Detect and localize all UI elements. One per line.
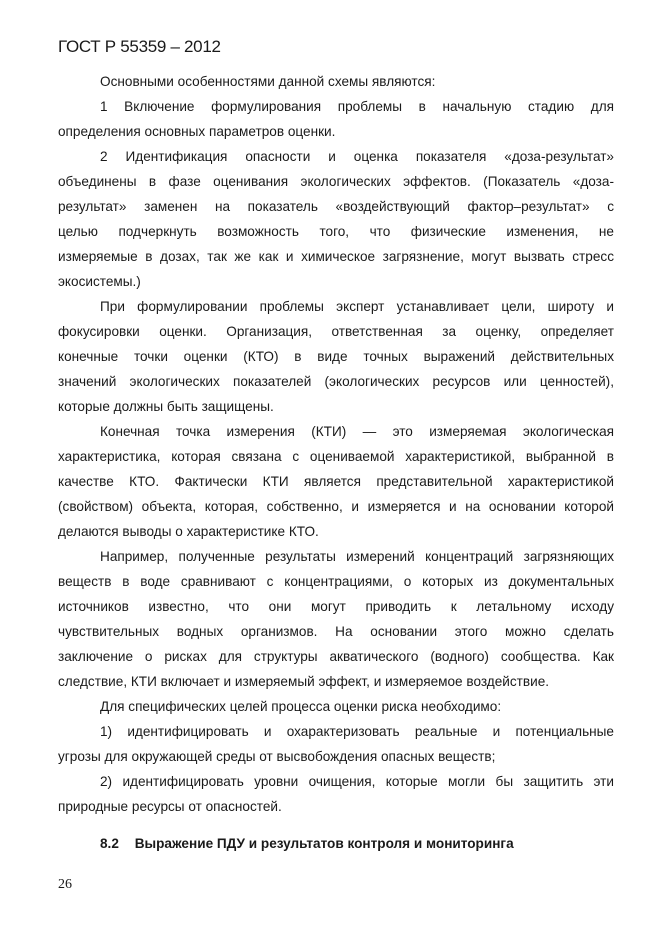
text-line: заключение о рисках для структуры акватического (водного) сообщества. Как bbox=[58, 649, 614, 664]
text-line: источников известно, что они могут приводить к летальному исходу bbox=[58, 599, 614, 614]
text-line: Например, полученные результаты измерений концентраций загрязняющих bbox=[100, 549, 614, 564]
page-number: 26 bbox=[58, 877, 72, 892]
document-header: ГОСТ Р 55359 – 2012 bbox=[58, 37, 221, 56]
text-line: результат» заменен на показатель «воздействующий фактор–результат» с bbox=[58, 199, 614, 214]
text-line: Конечная точка измерения (КТИ) — это измеряемая экологическая bbox=[100, 424, 614, 439]
text-line: веществ в воде сравнивают с концентрациями, о которых из документальных bbox=[58, 574, 614, 589]
text-line: делаются выводы о характеристике КТО. bbox=[58, 524, 319, 539]
paragraph bbox=[58, 694, 614, 719]
paragraph bbox=[58, 69, 614, 94]
text-line: качестве КТО. Фактически КТИ является представительной характеристикой bbox=[58, 474, 614, 489]
text-line: 2 Идентификация опасности и оценка показателя «доза-результат» bbox=[100, 149, 614, 164]
text-line: измеряемые в дозах, так же как и химическое загрязнение, могут вызвать стресс bbox=[58, 249, 614, 264]
text-line: (свойством) объекта, которая, собственно, и измеряется и на основании которой bbox=[58, 499, 614, 514]
text-line: объединены в фазе оценивания экологических эффектов. (Показатель «доза- bbox=[58, 174, 614, 189]
text-line: угрозы для окружающей среды от высвобождения опасных веществ; bbox=[58, 749, 496, 764]
text-line: природные ресурсы от опасностей. bbox=[58, 799, 282, 814]
text-line: 1) идентифицировать и охарактеризовать реальные и потенциальные bbox=[100, 724, 614, 739]
text-line: При формулировании проблемы эксперт устанавливает цели, широту и bbox=[100, 299, 614, 314]
text-line: фокусировки оценки. Организация, ответственная за оценку, определяет bbox=[58, 324, 614, 339]
paragraph bbox=[58, 544, 614, 694]
text-line: определения основных параметров оценки. bbox=[58, 124, 336, 139]
paragraph bbox=[58, 769, 614, 819]
paragraph bbox=[58, 419, 614, 544]
paragraph bbox=[58, 94, 614, 144]
text-line: Основными особенностями данной схемы являются: bbox=[100, 74, 436, 89]
paragraph bbox=[58, 719, 614, 769]
text-line: значений экологических показателей (экологических ресурсов или ценностей), bbox=[58, 374, 614, 389]
text-line: целью подчеркнуть возможность того, что физические изменения, не bbox=[58, 224, 614, 239]
text-line: следствие, КТИ включает и измеряемый эффект, и измеряемое воздействие. bbox=[58, 674, 550, 689]
text-line: 2) идентифицировать уровни очищения, которые могли бы защитить эти bbox=[100, 774, 614, 789]
text-line: которые должны быть защищены. bbox=[58, 399, 274, 414]
document-body bbox=[58, 69, 614, 819]
text-line: Для специфических целей процесса оценки риска необходимо: bbox=[100, 699, 502, 714]
text-line: чувствительных водных организмов. На основании этого можно сделать bbox=[58, 624, 614, 639]
paragraph bbox=[58, 144, 614, 294]
text-line: характеристика, которая связана с оцениваемой характеристикой, выбранной в bbox=[58, 449, 614, 464]
section-heading bbox=[100, 836, 514, 851]
text-line: конечные точки оценки (КТО) в виде точных выражений действительных bbox=[58, 349, 614, 364]
paragraph bbox=[58, 294, 614, 419]
text-line: 1 Включение формулирования проблемы в начальную стадию для bbox=[100, 99, 614, 114]
section-title: Выражение ПДУ и результатов контроля и мониторинга bbox=[134, 836, 514, 851]
section-number: 8.2 bbox=[100, 836, 119, 851]
text-line: экосистемы.) bbox=[58, 274, 141, 289]
